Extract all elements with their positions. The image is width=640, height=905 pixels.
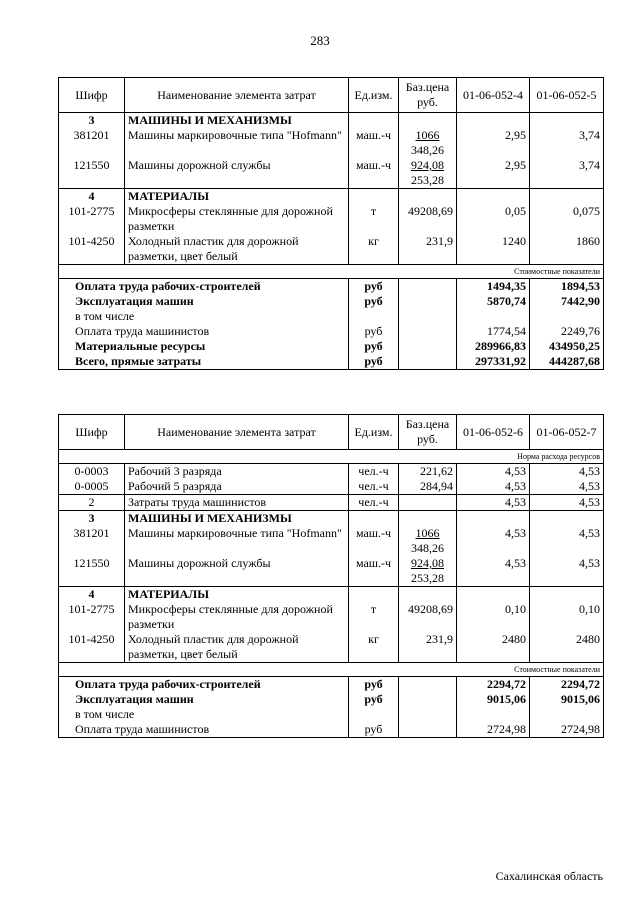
unit-cell: руб <box>349 692 399 707</box>
unit-cell: руб <box>349 339 399 354</box>
value-cell: 3,74 <box>530 128 604 158</box>
section-row <box>59 511 604 527</box>
empty-cell <box>399 354 457 370</box>
column-header: Баз.цена руб. <box>399 415 457 450</box>
code-cell: 121550 <box>59 556 125 587</box>
price-base: 1066 <box>415 526 440 540</box>
empty-cell <box>349 189 399 205</box>
price-operator: 348,26 <box>411 143 444 157</box>
value-cell: 0,05 <box>457 204 530 234</box>
unit-cell: маш.-ч <box>349 128 399 158</box>
empty-cell <box>530 511 604 527</box>
section-code: 4 <box>59 189 125 205</box>
value-cell <box>530 309 604 324</box>
name-cell: Рабочий 3 разряда <box>125 464 349 480</box>
price-base: 924,08 <box>411 556 444 570</box>
summary-label: Оплата труда рабочих-строителей <box>59 279 349 295</box>
value-cell <box>457 707 530 722</box>
value-cell: 0,075 <box>530 204 604 234</box>
price-cell <box>399 158 457 189</box>
value-cell: 444287,68 <box>530 354 604 370</box>
code-cell: 381201 <box>59 526 125 556</box>
price-cell: 231,9 <box>399 632 457 663</box>
code-cell: 121550 <box>59 158 125 189</box>
empty-cell <box>399 294 457 309</box>
unit-cell: маш.-ч <box>349 556 399 587</box>
unit-cell: маш.-ч <box>349 526 399 556</box>
footer-region: Сахалинская область <box>495 869 603 883</box>
unit-cell: т <box>349 204 399 234</box>
name-cell: Микросферы стеклянные для дорожной разметки <box>125 602 349 632</box>
code-cell: 2 <box>59 495 125 511</box>
name-cell: Рабочий 5 разряда <box>125 479 349 495</box>
summary-label: Эксплуатация машин <box>59 294 349 309</box>
value-cell: 3,74 <box>530 158 604 189</box>
empty-cell <box>399 707 457 722</box>
section-title: МАШИНЫ И МЕХАНИЗМЫ <box>125 113 349 129</box>
value-cell: 289966,83 <box>457 339 530 354</box>
value-cell: 2480 <box>457 632 530 663</box>
unit-cell: руб <box>349 324 399 339</box>
unit-cell: руб <box>349 279 399 295</box>
section-code: 3 <box>59 511 125 527</box>
value-cell: 0,10 <box>457 602 530 632</box>
summary-row <box>59 354 604 370</box>
material-row <box>59 632 604 663</box>
value-cell: 2249,76 <box>530 324 604 339</box>
summary-label: в том числе <box>59 707 349 722</box>
unit-cell <box>349 309 399 324</box>
empty-cell <box>399 113 457 129</box>
column-header: Наименование элемента затрат <box>125 78 349 113</box>
machine-row <box>59 158 604 189</box>
section-title: МАТЕРИАЛЫ <box>125 587 349 603</box>
value-cell: 4,53 <box>457 556 530 587</box>
empty-cell <box>399 189 457 205</box>
summary-label: Материальные ресурсы <box>59 339 349 354</box>
summary-row <box>59 279 604 295</box>
section-code: 3 <box>59 113 125 129</box>
summary-row <box>59 722 604 738</box>
unit-cell: руб <box>349 354 399 370</box>
indicators-row <box>59 663 604 677</box>
labor-row <box>59 464 604 480</box>
summary-row <box>59 309 604 324</box>
value-cell <box>457 309 530 324</box>
page-number: 283 <box>310 33 330 48</box>
section-title: МАТЕРИАЛЫ <box>125 189 349 205</box>
name-cell: Машины дорожной службы <box>125 158 349 189</box>
price-base: 924,08 <box>411 158 444 172</box>
empty-cell <box>399 309 457 324</box>
value-cell: 9015,06 <box>530 692 604 707</box>
empty-cell <box>399 339 457 354</box>
section-row <box>59 189 604 205</box>
value-cell: 9015,06 <box>457 692 530 707</box>
column-header: Ед.изм. <box>349 78 399 113</box>
price-operator: 253,28 <box>411 571 444 585</box>
summary-row <box>59 707 604 722</box>
labor-row <box>59 479 604 495</box>
empty-cell <box>457 189 530 205</box>
summary-row <box>59 677 604 693</box>
cost-table-1 <box>58 77 604 370</box>
material-row <box>59 234 604 265</box>
norm-row-label: Норма расхода ресурсов <box>59 450 604 464</box>
name-cell: Холодный пластик для дорожной разметки, цвет белый <box>125 234 349 265</box>
price-cell <box>399 526 457 556</box>
value-cell: 434950,25 <box>530 339 604 354</box>
unit-cell: чел.-ч <box>349 495 399 511</box>
column-header: Ед.изм. <box>349 415 399 450</box>
code-cell: 0-0003 <box>59 464 125 480</box>
value-cell: 2,95 <box>457 158 530 189</box>
value-cell: 4,53 <box>530 556 604 587</box>
empty-cell <box>530 189 604 205</box>
unit-cell: чел.-ч <box>349 479 399 495</box>
indicators-row-label: Стоимостные показатели <box>59 265 604 279</box>
summary-label: Оплата труда машинистов <box>59 324 349 339</box>
empty-cell <box>457 113 530 129</box>
norm-row <box>59 450 604 464</box>
summary-row <box>59 294 604 309</box>
value-cell: 2,95 <box>457 128 530 158</box>
value-cell: 7442,90 <box>530 294 604 309</box>
unit-cell: кг <box>349 632 399 663</box>
unit-cell: маш.-ч <box>349 158 399 189</box>
value-cell: 1240 <box>457 234 530 265</box>
empty-cell <box>457 511 530 527</box>
name-cell: Машины маркировочные типа "Hofmann" <box>125 128 349 158</box>
value-cell: 5870,74 <box>457 294 530 309</box>
column-header: Шифр <box>59 78 125 113</box>
summary-row <box>59 692 604 707</box>
summary-label: Оплата труда рабочих-строителей <box>59 677 349 693</box>
empty-cell <box>349 587 399 603</box>
empty-cell <box>457 587 530 603</box>
price-cell: 284,94 <box>399 479 457 495</box>
empty-cell <box>349 511 399 527</box>
code-cell: 101-4250 <box>59 234 125 265</box>
column-header: Наименование элемента затрат <box>125 415 349 450</box>
price-operator: 348,26 <box>411 541 444 555</box>
value-cell: 1894,53 <box>530 279 604 295</box>
price-cell: 49208,69 <box>399 204 457 234</box>
empty-cell <box>399 324 457 339</box>
name-cell: Холодный пластик для дорожной разметки, цвет белый <box>125 632 349 663</box>
machine-row <box>59 526 604 556</box>
empty-cell <box>399 677 457 693</box>
indicators-row-label: Стоимостные показатели <box>59 663 604 677</box>
price-cell: 221,62 <box>399 464 457 480</box>
unit-cell: руб <box>349 677 399 693</box>
value-cell: 4,53 <box>530 479 604 495</box>
summary-label: Оплата труда машинистов <box>59 722 349 738</box>
column-header: 01-06-052-6 <box>457 415 530 450</box>
value-cell: 1860 <box>530 234 604 265</box>
value-cell: 4,53 <box>530 526 604 556</box>
value-cell: 297331,92 <box>457 354 530 370</box>
value-cell: 4,53 <box>530 464 604 480</box>
name-cell: Машины дорожной службы <box>125 556 349 587</box>
value-cell: 4,53 <box>457 464 530 480</box>
unit-cell: кг <box>349 234 399 265</box>
empty-cell <box>399 511 457 527</box>
value-cell: 2724,98 <box>457 722 530 738</box>
value-cell: 2294,72 <box>530 677 604 693</box>
unit-cell: руб <box>349 722 399 738</box>
summary-label: Всего, прямые затраты <box>59 354 349 370</box>
value-cell: 2480 <box>530 632 604 663</box>
empty-cell <box>349 113 399 129</box>
material-row <box>59 204 604 234</box>
name-cell: Затраты труда машинистов <box>125 495 349 511</box>
price-base: 1066 <box>415 128 440 142</box>
material-row <box>59 602 604 632</box>
code-cell: 101-4250 <box>59 632 125 663</box>
value-cell: 4,53 <box>457 495 530 511</box>
empty-cell <box>530 113 604 129</box>
section-row <box>59 587 604 603</box>
header-row <box>59 415 604 450</box>
summary-row <box>59 339 604 354</box>
column-header: Шифр <box>59 415 125 450</box>
machine-row <box>59 128 604 158</box>
unit-cell <box>349 707 399 722</box>
unit-cell: руб <box>349 294 399 309</box>
operators-row <box>59 495 604 511</box>
value-cell: 1494,35 <box>457 279 530 295</box>
summary-label: Эксплуатация машин <box>59 692 349 707</box>
price-cell: 231,9 <box>399 234 457 265</box>
value-cell: 1774,54 <box>457 324 530 339</box>
value-cell: 2724,98 <box>530 722 604 738</box>
price-cell: 49208,69 <box>399 602 457 632</box>
price-operator: 253,28 <box>411 173 444 187</box>
cost-table-2 <box>58 414 604 738</box>
value-cell: 4,53 <box>457 479 530 495</box>
value-cell <box>530 707 604 722</box>
empty-cell <box>399 692 457 707</box>
empty-cell <box>530 587 604 603</box>
summary-label: в том числе <box>59 309 349 324</box>
value-cell: 4,53 <box>457 526 530 556</box>
column-header: 01-06-052-7 <box>530 415 604 450</box>
empty-cell <box>399 495 457 511</box>
section-code: 4 <box>59 587 125 603</box>
price-cell <box>399 556 457 587</box>
header-row <box>59 78 604 113</box>
price-cell <box>399 128 457 158</box>
empty-cell <box>399 279 457 295</box>
empty-cell <box>399 587 457 603</box>
code-cell: 101-2775 <box>59 602 125 632</box>
code-cell: 0-0005 <box>59 479 125 495</box>
column-header: 01-06-052-4 <box>457 78 530 113</box>
empty-cell <box>399 722 457 738</box>
value-cell: 0,10 <box>530 602 604 632</box>
column-header: 01-06-052-5 <box>530 78 604 113</box>
machine-row <box>59 556 604 587</box>
code-cell: 381201 <box>59 128 125 158</box>
unit-cell: чел.-ч <box>349 464 399 480</box>
value-cell: 2294,72 <box>457 677 530 693</box>
unit-cell: т <box>349 602 399 632</box>
name-cell: Машины маркировочные типа "Hofmann" <box>125 526 349 556</box>
section-row <box>59 113 604 129</box>
summary-row <box>59 324 604 339</box>
indicators-row <box>59 265 604 279</box>
section-title: МАШИНЫ И МЕХАНИЗМЫ <box>125 511 349 527</box>
value-cell: 4,53 <box>530 495 604 511</box>
code-cell: 101-2775 <box>59 204 125 234</box>
column-header: Баз.цена руб. <box>399 78 457 113</box>
name-cell: Микросферы стеклянные для дорожной разметки <box>125 204 349 234</box>
